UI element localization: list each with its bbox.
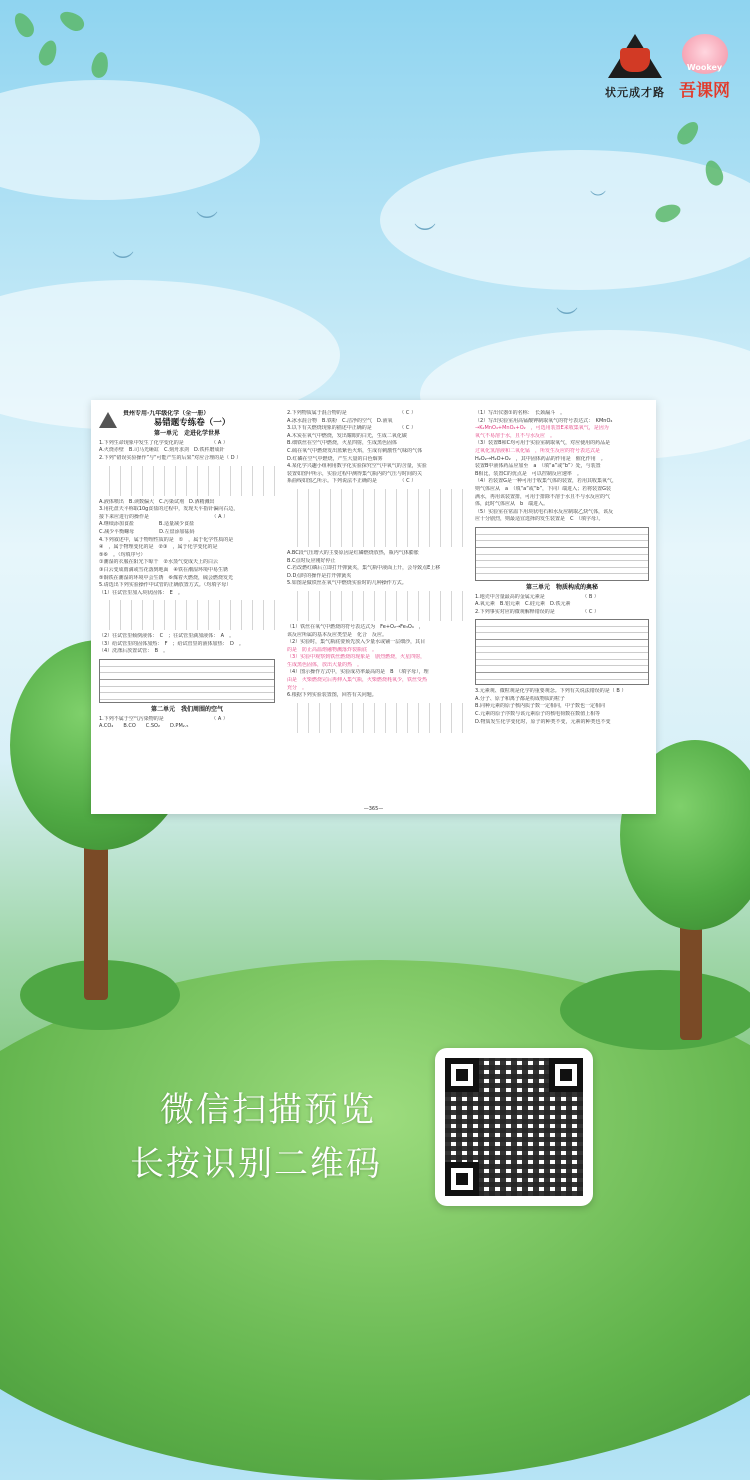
question-line: →K₂MnO₄+MnO₂+O₂ ，可选用装置E来收集氧气，是因为 xyxy=(475,425,609,432)
question-line: 2.下列事实对应的微观解释错误的是 （ C ） xyxy=(475,608,599,615)
explanation-table xyxy=(475,619,649,685)
question-line: A.分子、原子和离子都是构成物质的粒子 xyxy=(475,695,565,702)
question-line: D.D点时的操作是打开弹簧夹 xyxy=(287,572,352,579)
wookey-logo xyxy=(679,34,730,101)
leaf-icon xyxy=(57,8,88,35)
scan-preview-text: 微信扫描预览 xyxy=(160,1090,376,1130)
page-number: —365— xyxy=(363,806,384,812)
question-line: C.元素的原子序数与该元素原子的核电荷数在数值上相等 xyxy=(475,711,601,718)
question-line: A.继续添加食盐 B.适量减少食盐 xyxy=(99,521,194,528)
question-line: 5.如图是做铁丝在氧气中燃烧实验时的几种操作方式。 xyxy=(287,580,407,587)
leaf-icon xyxy=(11,10,38,41)
notes-table xyxy=(475,527,649,581)
question-line: 3.用托盘天平称取10g食盐的过程中，发现天平指针偏向右边， xyxy=(99,506,239,513)
question-line: 接下来应进行的操作是 （ A ） xyxy=(99,513,229,520)
document-title: 易错题专练卷（一） xyxy=(153,417,231,428)
question-line: （1）往试管里加入块状固体： E 。 xyxy=(99,589,183,596)
zhuangyuan-logo xyxy=(605,34,665,100)
triangle-emblem-icon xyxy=(608,34,662,78)
bird-icon: ︶ xyxy=(414,223,437,248)
question-line: B.细铁丝在空气中燃烧，火星四射，生成黑色固体 xyxy=(287,440,398,447)
bird-icon: ︶ xyxy=(556,307,579,332)
wookey-logo-text: 吾课网 xyxy=(679,81,730,101)
question-line: 装置如图甲所示，实验过程中测得集气瓶内的气压与时间的关 xyxy=(287,470,423,477)
question-line: 由是 火柴燃烧完后再伸入集气瓶，火柴燃烧耗氧少，铁丝受热 xyxy=(287,677,428,684)
question-line: 5.请选出下列实验操作中试管的正确放置方式。（均填字母） xyxy=(99,582,232,589)
question-line: ①潮湿的衣服在阳光下晾干 ②水蒸气变成天上的白云 xyxy=(99,559,218,566)
unit-title: 第二单元 我们周围的空气 xyxy=(150,706,223,714)
question-line: （5）实验室在常温下用块状电石和水反应制取乙炔气体，该反 xyxy=(475,508,614,515)
bird-icon: ︶ xyxy=(112,251,135,276)
document-column-1 xyxy=(99,410,275,806)
question-line: 4.下列叙述中，属于物理性质的是 ① ，属于化学性质的是 xyxy=(99,536,234,543)
question-line: 充分 。 xyxy=(287,684,308,691)
question-line: 生成黑色固体，放出大量的热 。 xyxy=(287,661,363,668)
question-line: H₂O₂→H₂O+O₂ ，其中固体药品的作用是 催化作用 。 xyxy=(475,455,606,462)
leaf-icon xyxy=(36,38,60,68)
question-line: D.红磷在空气中燃烧，产生大量的白色烟雾 xyxy=(287,455,383,462)
notes-table xyxy=(99,659,275,703)
question-line: 3.元素观、微粒观是化学的重要观念。下列有关说法错误的是（ B ） xyxy=(475,688,627,695)
question-line: （4）图示操作方式中，实验成功率最高的是 B （填字母），理 xyxy=(287,669,429,676)
question-line: （1）铁丝在氧气中燃烧的符号表达式为 Fe+O₂→Fe₃O₄ ， xyxy=(287,623,424,630)
zhuangyuan-logo-text: 状元成才路 xyxy=(605,86,665,99)
document-preview[interactable] xyxy=(91,400,656,814)
question-line: A.火烧赤壁 B.司马光砸缸 C.刻舟求剑 D.铁杵磨成针 xyxy=(99,447,225,454)
question-line: （4）洗涤后放置试管： B 。 xyxy=(99,648,169,655)
question-line: 该反应所属的基本反应类型是 化合 反应。 xyxy=(287,631,388,638)
question-line: （1）写出仪器①的名称： 长颈漏斗 。 xyxy=(475,410,566,416)
question-line: 1.下列不属于空气污染物的是 （ A ） xyxy=(99,715,228,722)
question-line: 氧气不易溶于水，且不与水反应 。 xyxy=(475,432,556,439)
question-line: （2）往试管里倾倒液体： C ；往试管里滴加液体： A 。 xyxy=(99,633,235,640)
question-line: ⑤⑥ 。（均填序号） xyxy=(99,551,146,558)
question-line: A.BC段气压增大的主要原因是红磷燃烧放热，瓶内气体膨胀 xyxy=(287,549,419,556)
leaf-icon xyxy=(674,118,703,148)
question-line: A.氧元素 B.铝元素 C.硅元素 D.铁元素 xyxy=(475,601,571,608)
question-line: 则气体应从 a （填“a”或“b”，下同）端进入；若将装置G装 xyxy=(475,485,612,492)
question-line: A.CO₂ B.CO C.SO₂ D.PM₂.₅ xyxy=(99,723,189,730)
figure xyxy=(287,591,463,621)
question-line: D.物质发生化学变化时，原子的种类不变，元素的种类也不变 xyxy=(475,718,611,725)
document-column-2 xyxy=(287,410,463,806)
question-line: ⑤铜铁在潮湿的环境中会生锈 ⑥煤着火燃烧，硫会燃烧发光 xyxy=(99,574,233,581)
qr-finder-icon xyxy=(445,1058,479,1092)
qr-finder-icon xyxy=(549,1058,583,1092)
long-press-text: 长按识别二维码 xyxy=(130,1144,382,1184)
question-line: 满水，再用该装置排，可用于排除不溶于水且不与水反应的气 xyxy=(475,493,611,500)
question-line: 系曲线如图乙所示。下列说法不正确的是 （ C ） xyxy=(287,478,417,485)
document-column-3 xyxy=(475,410,649,806)
question-line: （2）写出实验室用高锰酸钾制取氧气的符号表达式： KMnO₄ xyxy=(475,417,613,424)
question-line: 体，此时气体应从 b 端进入。 xyxy=(475,501,549,508)
question-line: （3）装置B和C均可用于实验室制取氧气，对应使用的药品是 xyxy=(475,440,611,447)
question-line: 应十分剧烈，则最适宜选择的发生装置是 C （填字母）。 xyxy=(475,516,604,523)
question-line: A.木炭在氧气中燃烧，发出耀眼的白光，生成二氧化碳 xyxy=(287,432,407,439)
question-line: （3）实验中观察到铁丝燃烧的现象是 剧烈燃烧，火星四射， xyxy=(287,654,426,661)
qr-finder-icon xyxy=(445,1162,479,1196)
figure xyxy=(99,600,275,630)
question-line: A.冰水混合物 B.铁粉 C.洁净的空气 D.液氧 xyxy=(287,417,393,424)
figure xyxy=(99,466,275,496)
question-line: （2）实验时，集气瓶底要预先放入少量水或铺一层细沙，其目 xyxy=(287,639,426,646)
question-line: C.若改燃红磷后立即打开弹簧夹，集气瓶中液面上升，会导致点E上移 xyxy=(287,565,441,572)
question-line: 2.下列物质属于混合物的是 （ C ） xyxy=(287,410,416,416)
question-line: ④ ，属于物理变化的是 ②③ ，属于化学变化的是 xyxy=(99,544,218,551)
question-line: 装置B中液体药品应加至 a （填“a”或“b”）处，与装置 xyxy=(475,463,601,470)
question-line: B相比，装置C的优点是 可以控制反应速率 。 xyxy=(475,470,582,477)
question-line: 1.地壳中含量最高的金属元素是 （ B ） xyxy=(475,593,599,600)
question-line: C.减少平衡螺母 D.左盘添加砝码 xyxy=(99,528,195,535)
figure xyxy=(287,703,463,733)
question-line: 1.下列生命现象中发生了化学变化的是 （ A ） xyxy=(99,439,228,446)
question-line: 过氧化氢溶液和二氧化锰 ，所发生反应的符号表达式是 xyxy=(475,447,601,454)
unit-title: 第一单元 走进化学世界 xyxy=(153,430,220,438)
question-line: （4）若装置G是一种可用于收集气体的装置，若用其收集氧气， xyxy=(475,478,618,485)
qr-code[interactable] xyxy=(435,1048,593,1206)
question-line: ③白云变成雨滴或雪花落到地面 ④铁在潮湿环境中易生锈 xyxy=(99,566,228,573)
mascot-icon xyxy=(682,34,728,74)
question-line: 的是 防止高温熔融物溅落炸裂瓶底 。 xyxy=(287,646,378,653)
question-line: B.C点时反应刚好停止 xyxy=(287,557,336,564)
bird-icon: ︶ xyxy=(590,189,607,208)
question-line: B.同种元素的原子核内质子数一定相同，中子数也一定相同 xyxy=(475,703,606,710)
question-line: 3.以下有关燃烧现象的描述中正确的是 （ C ） xyxy=(287,425,416,432)
mascot-text: Wookey xyxy=(686,63,723,72)
bird-icon: ︶ xyxy=(196,211,219,236)
question-line: 6.根据下列实验装置图，回答有关问题。 xyxy=(287,692,377,699)
brand-logos xyxy=(605,34,730,101)
figure xyxy=(287,489,463,547)
question-line: 2.下列“错误实验操作”与“可能产生的后果”对应合理的是（ D ） xyxy=(99,454,242,461)
question-line: （3）给试管里的固体加热： F ；给试管里的液体加热： D 。 xyxy=(99,640,244,647)
question-line: 4.某化学兴趣小组利用数字化实验探究空气中氧气的含量，实验 xyxy=(287,463,427,470)
document-header: 贵州专用·九年级化学（全一册） xyxy=(123,410,210,417)
unit-title: 第三单元 物质构成的奥秘 xyxy=(525,583,598,591)
cloud xyxy=(0,80,260,200)
question-line: A.液体喷出 B.读数偏大 C.污染试剂 D.酒精溅出 xyxy=(99,498,215,505)
question-line: C.硫在氧气中燃烧发出蓝紫色火焰，生成有刺激性气味的气体 xyxy=(287,447,423,454)
leaf-icon xyxy=(90,51,110,79)
